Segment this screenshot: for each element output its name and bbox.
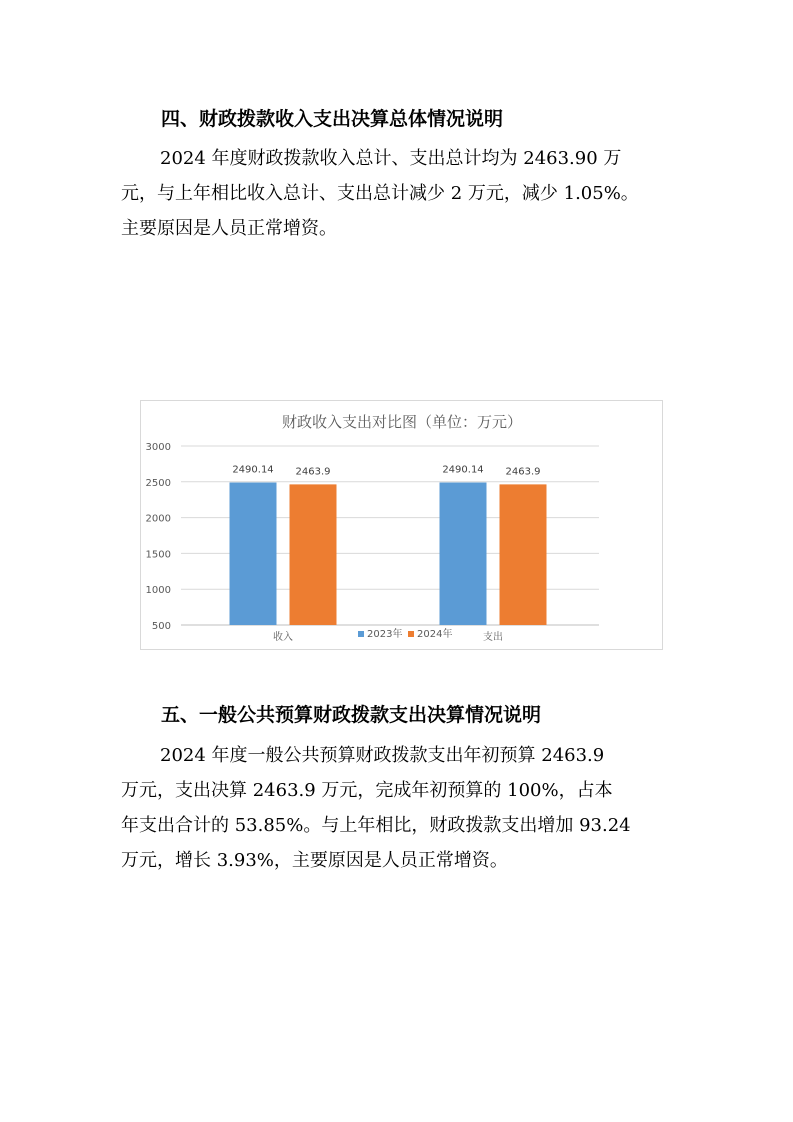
bar-2023-1 bbox=[440, 483, 487, 625]
x-category-label: 收入 bbox=[273, 632, 293, 643]
section4-heading: 四、财政拨款收入支出决算总体情况说明 bbox=[161, 108, 504, 130]
section4-paragraph bbox=[121, 141, 681, 246]
bar-2024-1 bbox=[500, 484, 547, 625]
bar-2023-0 bbox=[230, 483, 277, 625]
legend-label: 2024年 bbox=[417, 629, 453, 640]
section4-line-1: 2024 年度财政拨款收入总计、支出总计均为 2463.90 万 bbox=[160, 148, 622, 169]
legend-swatch-1 bbox=[408, 631, 414, 637]
y-tick-label: 3000 bbox=[145, 442, 171, 453]
section5-heading: 五、一般公共预算财政拨款支出决算情况说明 bbox=[161, 704, 542, 726]
data-label: 2463.9 bbox=[505, 466, 541, 478]
chart-svg bbox=[141, 401, 664, 651]
section5-line-3: 年支出合计的 53.85%。与上年相比，财政拨款支出增加 93.24 bbox=[121, 815, 631, 836]
y-tick-label: 1000 bbox=[145, 585, 171, 597]
y-tick-label: 1500 bbox=[145, 549, 171, 561]
bar-2024-0 bbox=[290, 484, 337, 625]
data-label: 2463.9 bbox=[295, 466, 331, 478]
chart-title: 财政收入支出对比图（单位：万元） bbox=[281, 413, 523, 431]
data-label: 2490.14 bbox=[232, 464, 274, 476]
section4-line-2: 元，与上年相比收入总计、支出总计减少 2 万元，减少 1.05%。 bbox=[121, 183, 639, 204]
y-tick-label: 2000 bbox=[145, 513, 171, 525]
revenue-expenditure-chart bbox=[140, 400, 663, 650]
section5-paragraph bbox=[121, 738, 681, 878]
data-label: 2490.14 bbox=[442, 464, 484, 476]
x-category-label: 支出 bbox=[483, 632, 503, 643]
section5-line-4: 万元，增长 3.93%，主要原因是人员正常增资。 bbox=[121, 850, 508, 871]
y-tick-label: 500 bbox=[151, 621, 171, 632]
legend-label: 2023年 bbox=[367, 629, 403, 640]
section5-line-1: 2024 年度一般公共预算财政拨款支出年初预算 2463.9 bbox=[160, 745, 605, 766]
section5-line-2: 万元，支出决算 2463.9 万元，完成年初预算的 100%，占本 bbox=[121, 780, 613, 801]
legend-swatch-0 bbox=[358, 631, 364, 637]
y-tick-label: 2500 bbox=[145, 477, 171, 489]
section4-line-3: 主要原因是人员正常增资。 bbox=[121, 218, 337, 239]
